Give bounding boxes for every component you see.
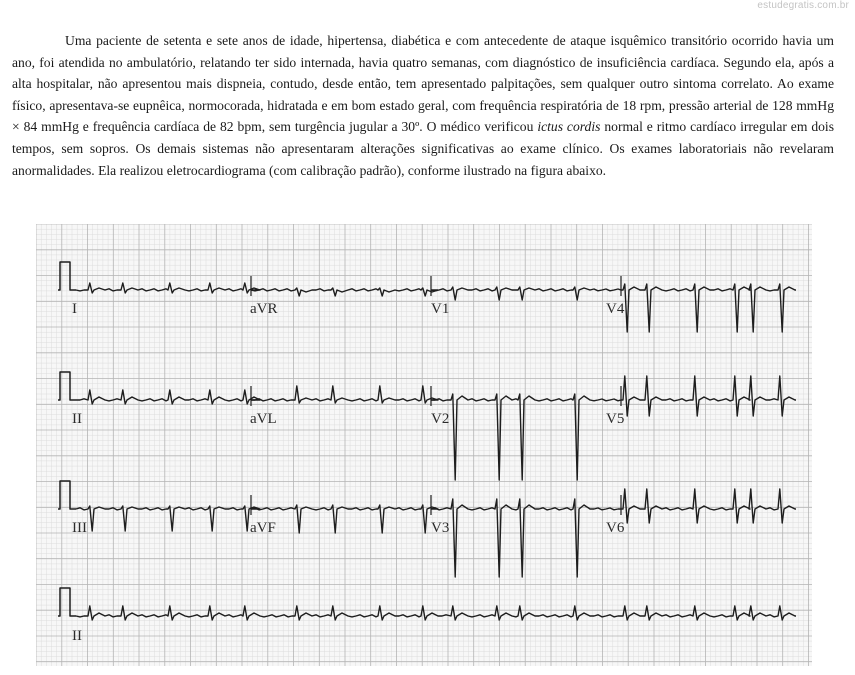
- lead-label-rhythm-II: II: [72, 628, 82, 644]
- case-text-italic: ictus cordis: [537, 119, 601, 135]
- lead-label-V4: V4: [606, 301, 625, 317]
- lead-label-II: II: [72, 411, 82, 427]
- lead-label-III: III: [72, 520, 87, 536]
- lead-label-V6: V6: [606, 520, 625, 536]
- lead-label-V5: V5: [606, 411, 625, 427]
- lead-label-aVR: aVR: [250, 301, 278, 317]
- lead-label-I: I: [72, 301, 77, 317]
- case-text-part2: normal e ritmo cardíaco irregular em dois tempos, sem sopros. Os demais sistemas não apresentaram alterações significativas ao exame clínico. Os exames laboratoriais não revelaram anormalidades. Ela realizou eletrocardiograma (com calibração padrão), conforme ilustrado na figura abaixo.: [12, 119, 835, 178]
- lead-label-V3: V3: [431, 520, 450, 536]
- lead-label-aVF: aVF: [250, 520, 276, 536]
- lead-label-V1: V1: [431, 301, 450, 317]
- case-description: [12, 30, 834, 181]
- case-text-part1: Uma paciente de setenta e sete anos de idade, hipertensa, diabética e com antecedente de ataque isquêmico transitório ocorrido havia um ano, foi atendida no ambulatório, relatando ter sido internada, havia quatro semanas, com diagnóstico de insuficiência cardíaca. Segundo ela, após a alta hospitalar, não apresentou mais dispneia, contudo, desde então, tem apresentado palpitações, sem qualquer outro sintoma correlato. Ao exame físico, apresentava-se eupnêica, normocorada, hidratada e em bom estado geral, com frequência respiratória de 18 rpm, pressão arterial de 128 mmHg × 84 mmHg e frequência cardíaca de 82 bpm, sem turgência jugular a 30º. O médico verificou: [12, 33, 834, 135]
- watermark: estudegratis.com.br: [757, 0, 849, 11]
- lead-label-V2: V2: [431, 411, 450, 427]
- ecg-tracing: [36, 224, 812, 666]
- ecg-figure: [36, 224, 812, 666]
- lead-label-aVL: aVL: [250, 411, 277, 427]
